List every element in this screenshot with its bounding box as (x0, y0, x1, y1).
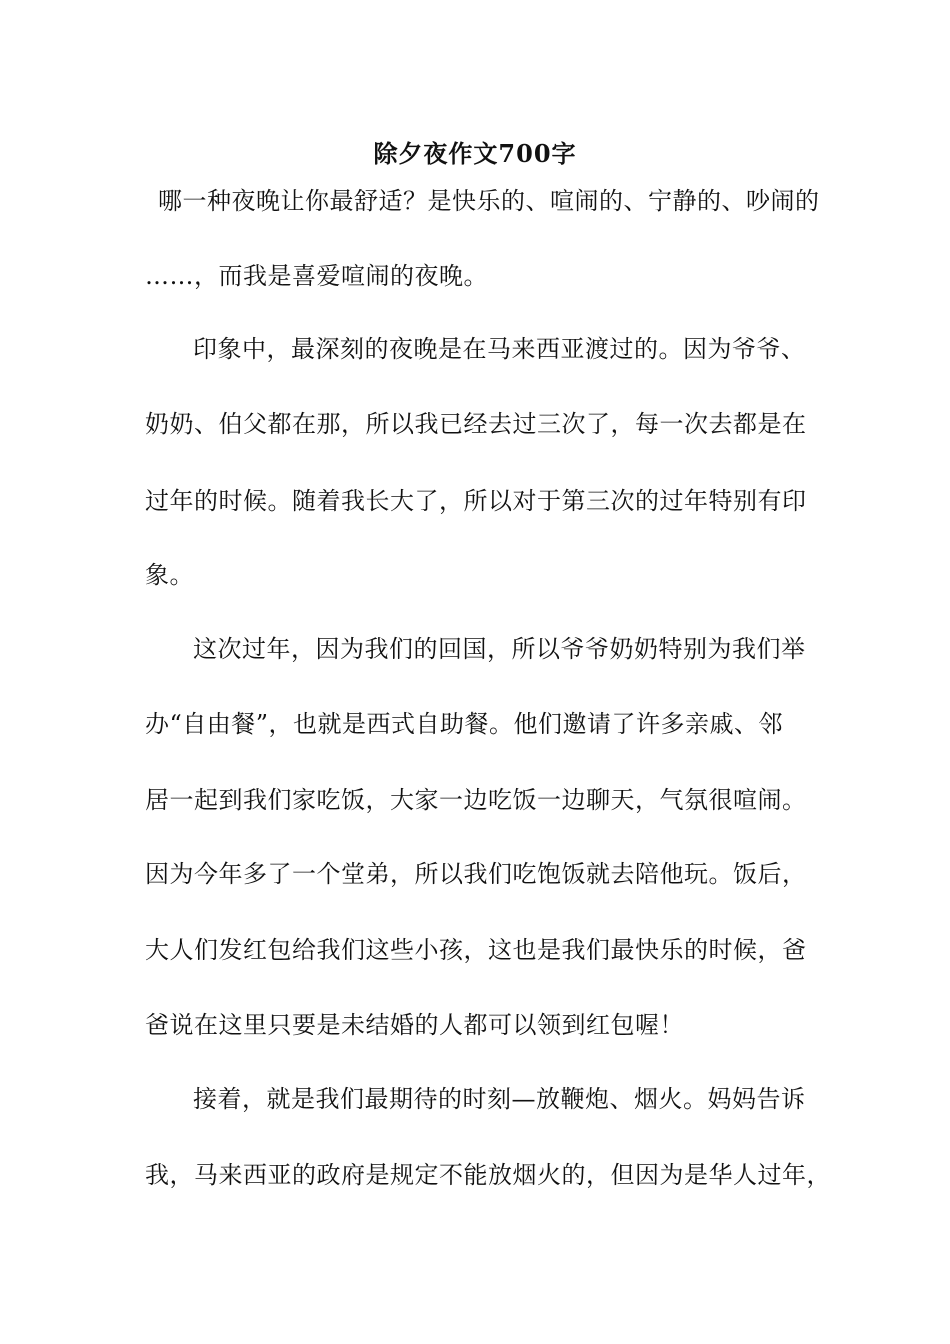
paragraph-line: 奶奶、伯父都在那，所以我已经去过三次了，每一次去都是在 (145, 410, 807, 438)
paragraph-line: 办“自由餐”，也就是西式自助餐。他们邀请了许多亲戚、邻 (145, 710, 784, 738)
paragraph-line: 接着，就是我们最期待的时刻—放鞭炮、烟火。妈妈告诉 (193, 1085, 806, 1113)
paragraph-line: 这次过年，因为我们的回国，所以爷爷奶奶特别为我们举 (193, 635, 806, 663)
paragraph-line: 爸说在这里只要是未结婚的人都可以领到红包喔！ (145, 1011, 684, 1039)
paragraph-line: ……，而我是喜爱喧闹的夜晚。 (145, 262, 488, 290)
paragraph-line: 哪一种夜晚让你最舒适？是快乐的、喧闹的、宁静的、吵闹的 (158, 187, 820, 215)
paragraph-line: 象。 (145, 561, 194, 589)
paragraph-line: 居一起到我们家吃饭，大家一边吃饭一边聊天，气氛很喧闹。 (145, 786, 807, 814)
paragraph-line: 因为今年多了一个堂弟，所以我们吃饱饭就去陪他玩。饭后， (145, 860, 807, 888)
document-title: 除夕夜作文700字 (373, 139, 577, 168)
paragraph-line: 我，马来西亚的政府是规定不能放烟火的，但因为是华人过年， (145, 1161, 831, 1189)
paragraph-line: 印象中，最深刻的夜晚是在马来西亚渡过的。因为爷爷、 (193, 335, 806, 363)
paragraph-line: 过年的时候。随着我长大了，所以对于第三次的过年特别有印 (145, 487, 807, 515)
paragraph-line: 大人们发红包给我们这些小孩，这也是我们最快乐的时候，爸 (145, 936, 807, 964)
